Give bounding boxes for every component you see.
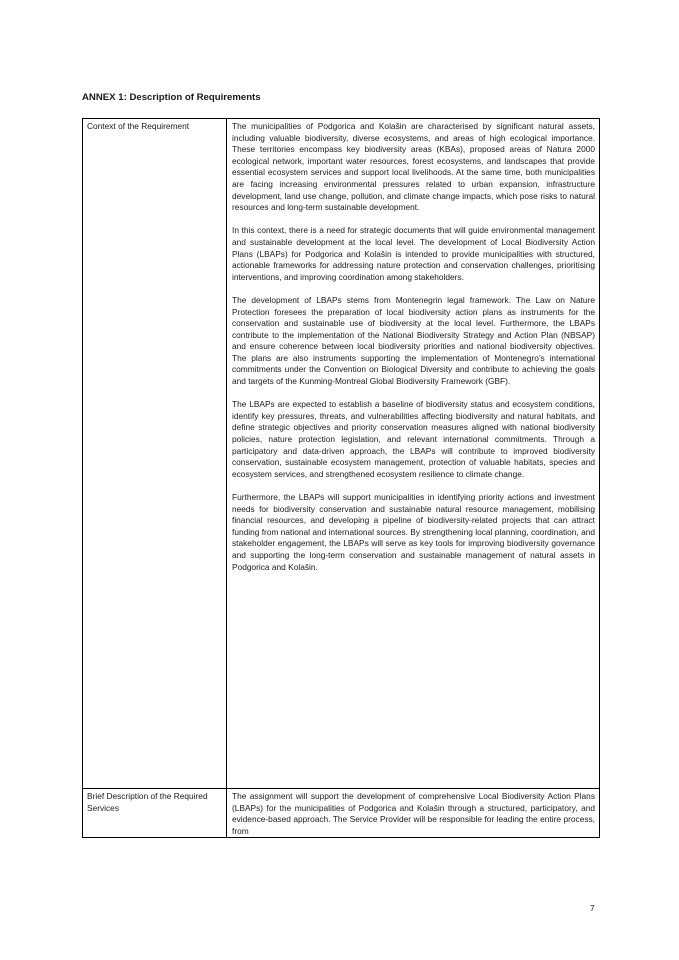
table-row-context [83,119,600,789]
context-paragraph: The LBAPs are expected to establish a baseline of biodiversity status and ecosystem conditions, identify key pressures, threats, and vulnerabilities affecting biodiversity and natural habitats, and define strategic objectives and priority conservation measures aligned with national biodiversity policies, nature protection legislation, and relevant international commitments. Through a participatory and data-driven approach, the LBAPs will contribute to improved biodiversity conservation, sustainable ecosystem management, protection of valuable habitats, species and ecosystem services, and strengthened ecosystem resilience to climate change. [232,399,595,479]
context-paragraph: The development of LBAPs stems from Montenegrin legal framework. The Law on Nature Protection foresees the preparation of local biodiversity action plans as instruments for the conservation and sustainable use of biodiversity at the local level. Furthermore, the LBAPs contribute to the implementation of the National Biodiversity Strategy and Action Plan (NBSAP) and ensure coherence between local biodiversity priorities and national biodiversity objectives. The plans are also instruments supporting the implementation of Montenegro’s international commitments under the Convention on Biological Diversity and contribute to achieving the goals and targets of the Kunming-Montreal Global Biodiversity Framework (GBF). [232,294,595,387]
page-number: 7 [590,903,595,913]
context-label: Context of the Requirement [83,119,227,789]
brief-description-paragraph: The assignment will support the development of comprehensive Local Biodiversity Action Plans (LBAPs) for the municipalities of Podgorica and Kolašin through a structured, participatory, and evidence-based approach. The Service Provider will be responsible for leading the entire process, from [232,791,595,836]
brief-description-text [227,789,600,838]
table-row-brief-description [83,789,600,838]
requirements-table [82,118,600,838]
brief-description-label: Brief Description of the Required Services [83,789,227,838]
page-heading: ANNEX 1: Description of Requirements [82,92,261,103]
context-paragraph: In this context, there is a need for strategic documents that will guide environmental management and sustainable development at the local level. The development of Local Biodiversity Action Plans (LBAPs) for Podgorica and Kolašin is intended to provide municipalities with structured, actionable frameworks for addressing nature protection and conservation challenges, prioritising interventions, and improving coordination among stakeholders. [232,225,595,282]
context-description [227,119,600,789]
context-paragraph: Furthermore, the LBAPs will support municipalities in identifying priority actions and investment needs for biodiversity conservation and sustainable natural resource management, mobilising financial resources, and developing a pipeline of biodiversity-related projects that can attract funding from national and international sources. By strengthening local planning, coordination, and stakeholder engagement, the LBAPs will serve as key tools for improving biodiversity governance and supporting the long-term conservation and sustainable management of natural assets in Podgorica and Kolašin. [232,492,595,572]
context-paragraph: The municipalities of Podgorica and Kolašin are characterised by significant natural assets, including valuable biodiversity, diverse ecosystems, and areas of high ecological importance. These territories encompass key biodiversity areas (KBAs), proposed areas of Natura 2000 ecological network, important water resources, forest ecosystems, and landscapes that provide essential ecosystem services and support local livelihoods. At the same time, both municipalities are facing increasing environmental pressures related to urban expansion, infrastructure development, land use change, pollution, and climate change impacts, which pose risks to natural resources and long-term sustainable development. [232,121,595,213]
